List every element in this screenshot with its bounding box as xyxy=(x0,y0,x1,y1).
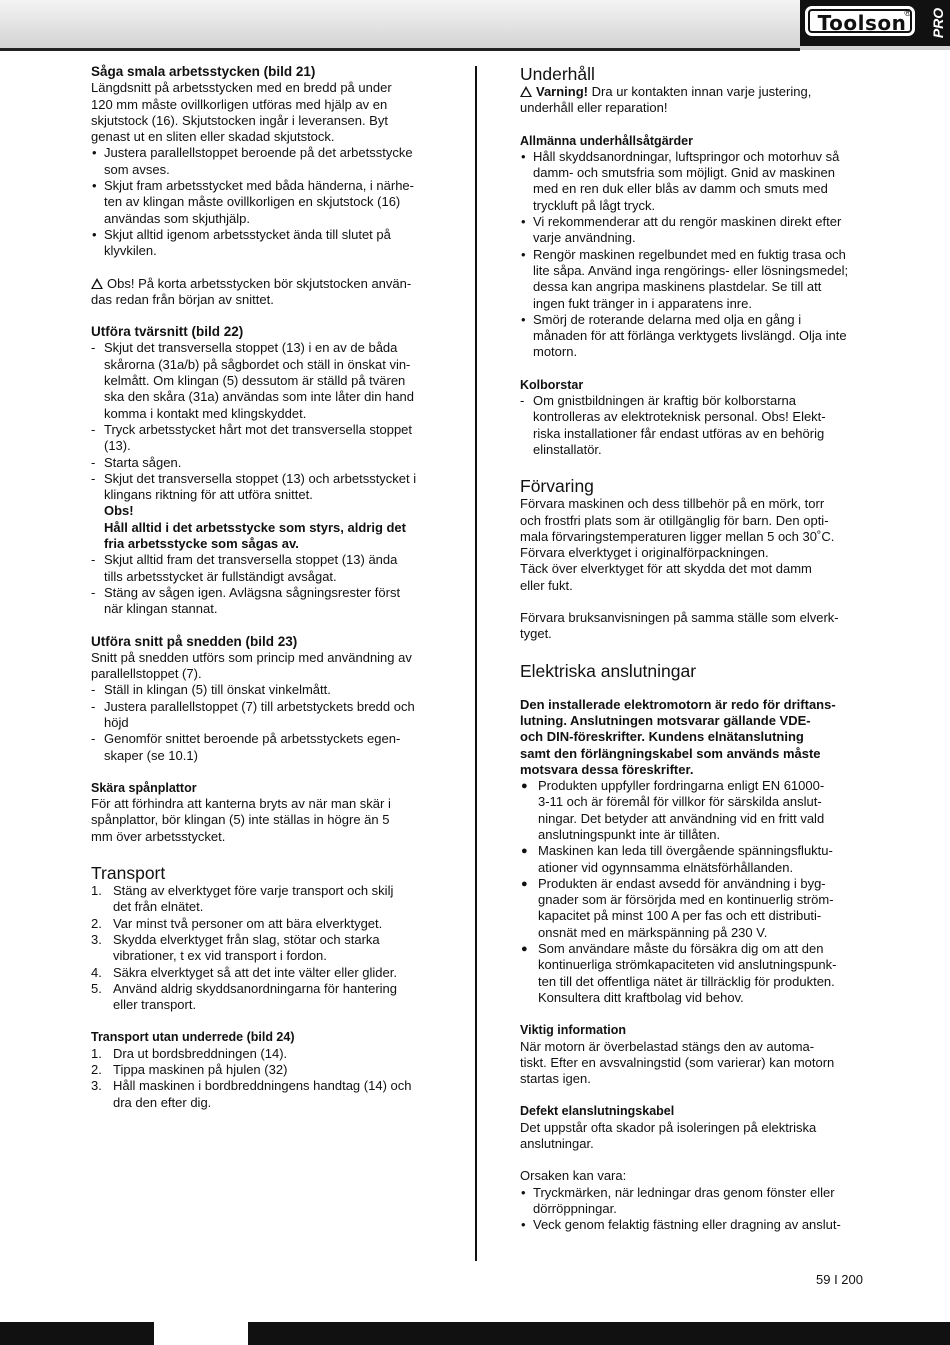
list-item xyxy=(520,214,865,247)
bullet-list xyxy=(520,149,865,361)
text-line: Den installerade elektromotorn är redo för driftans- xyxy=(520,696,836,712)
text-line: ten av klingan måste ovillkorligen en skjutstock (16) xyxy=(104,194,401,210)
list-item xyxy=(520,843,865,876)
list-item xyxy=(520,312,865,361)
text-line: Starta sågen. xyxy=(104,454,182,470)
section-defective-cable xyxy=(520,1103,865,1233)
list-item xyxy=(91,455,436,471)
text-line: tiskt. Efter en avsvalningstid (som varierar) kan motorn xyxy=(520,1054,835,1070)
column-divider xyxy=(475,66,477,1261)
text-line: eller transport. xyxy=(113,997,197,1013)
text-line: ningar. Det betyder att användning vid en fritt vald xyxy=(538,810,825,826)
list-item xyxy=(91,731,436,764)
text-line: höjd xyxy=(104,714,129,730)
text-line: lite såpa. Använd inga rengörings- eller lösningsmedel; xyxy=(533,262,849,278)
text-line: anslutningspunkt inte är tillåten. xyxy=(538,826,721,842)
section-heading: Allmänna underhållsåtgärder xyxy=(520,133,693,148)
text-line: Justera parallellstoppet beroende på det arbetsstycke xyxy=(104,145,413,161)
list-item xyxy=(91,1062,436,1078)
text-line: Håll alltid i det arbetsstycke som styrs, aldrig det xyxy=(104,519,406,535)
list-item xyxy=(91,883,436,916)
item-number: 3. xyxy=(91,1078,102,1094)
warning-note xyxy=(91,276,436,309)
text-line: Maskinen kan leda till övergående spänningsfluktu- xyxy=(538,843,833,859)
text-line: Skjut alltid fram det transversella stoppet (13) ända xyxy=(104,552,398,568)
list-item xyxy=(91,699,436,732)
list-item xyxy=(91,145,436,178)
section-title: Underhåll xyxy=(520,64,595,84)
text-line: användas som skjuthjälp. xyxy=(104,210,250,226)
section-heading: Utföra tvärsnitt (bild 22) xyxy=(91,324,244,340)
text-line: 3-11 och är föremål för villkor för särskilda anslut- xyxy=(538,794,822,810)
text-line: Skjut det transversella stoppet (13) och arbetsstycket i xyxy=(104,470,417,486)
item-number: 1. xyxy=(91,883,102,899)
paragraph xyxy=(520,1120,865,1153)
text-line: Tippa maskinen på hjulen (32) xyxy=(113,1062,288,1078)
text-line: Säkra elverktyget så att det inte välter eller glider. xyxy=(113,964,397,980)
list-item xyxy=(91,916,436,932)
text-line: kontrolleras av elektroteknisk personal. Obs! Elekt- xyxy=(533,409,826,425)
text-line: Veck genom felaktig fästning eller dragning av anslut- xyxy=(533,1217,841,1233)
dash-list xyxy=(91,340,436,617)
brand-name: Toolson xyxy=(817,11,907,35)
text-line: klyvkilen. xyxy=(104,243,157,259)
text-line: tryckluft på lågt tryck. xyxy=(533,197,656,213)
text-line: Produkten uppfyller fordringarna enligt EN 61000- xyxy=(538,778,825,794)
text-line: Använd aldrig skyddsanordningarna för hantering xyxy=(113,980,398,996)
text-line: vibrationer, t ex vid transport i fordon. xyxy=(113,948,327,964)
text-line: (13). xyxy=(104,438,131,454)
section-maintenance xyxy=(520,64,865,117)
text-line: För att förhindra att kanterna bryts av när man skär i xyxy=(91,796,391,812)
section-heading: Viktig information xyxy=(520,1023,627,1038)
text-line: Längdsnitt på arbetsstycken med en bredd på under xyxy=(91,80,392,96)
dash-list xyxy=(520,393,865,458)
list-item xyxy=(520,778,865,843)
text-line: parallellstoppet (7). xyxy=(91,666,202,682)
text-line: underhåll eller reparation! xyxy=(520,100,668,116)
text-line: spånplattor, bör klingan (5) inte ställas in högre än 5 xyxy=(91,812,390,828)
right-column xyxy=(520,64,865,1234)
section-important-info xyxy=(520,1022,865,1087)
section-heading: Utföra snitt på snedden (bild 23) xyxy=(91,633,298,649)
text-line: det från elnätet. xyxy=(113,899,204,915)
text-line: varje användning. xyxy=(533,230,636,246)
text-line: eller fukt. xyxy=(520,577,573,593)
item-number: 3. xyxy=(91,931,102,947)
section-title: Transport xyxy=(91,863,166,884)
section-heading: Transport utan underrede (bild 24) xyxy=(91,1030,295,1045)
list-item xyxy=(91,682,436,698)
text-line: ingen fukt tränger in i apparatens inre. xyxy=(533,295,752,311)
text-line: ska den skåra (31a) användas som inte låter din hand xyxy=(104,389,415,405)
text-line: Stäng av elverktyget före varje transport och skilj xyxy=(113,883,394,899)
text-line: Förvara bruksanvisningen på samma ställe som elverk- xyxy=(520,610,839,626)
text-line: Genomför snittet beroende på arbetsstyckets egen- xyxy=(104,731,401,747)
section-general-maintenance xyxy=(520,133,865,361)
section-narrow-workpieces xyxy=(91,64,436,308)
list-item xyxy=(91,981,436,1014)
text-line: när klingan stannat. xyxy=(104,601,218,617)
text-line: ationer vid ogynnsamma elnätsförhållanden. xyxy=(538,859,794,875)
numbered-list xyxy=(91,1046,436,1111)
text-line: Täck över elverktyget för att skydda det mot damm xyxy=(520,561,812,577)
text-line: Förvara maskinen och dess tillbehör på en mörk, torr xyxy=(520,496,825,512)
text-line: Ställ in klingan (5) till önskat vinkelmått. xyxy=(104,682,331,698)
text-line: kontinuerliga strömkapaciteten vid anslutningspunk- xyxy=(538,957,837,973)
registered-mark: ® xyxy=(904,8,911,18)
text-line: lutning. Anslutningen motsvarar gällande VDE- xyxy=(520,712,811,728)
pro-badge xyxy=(926,0,950,46)
text-line: och DIN-föreskrifter. Kundens elnätanslutning xyxy=(520,729,804,745)
paragraph xyxy=(91,796,436,845)
text-line: och frostfri plats som är otillgänglig för barn. Den opti- xyxy=(520,512,829,528)
dash-list xyxy=(91,682,436,763)
bullet-list xyxy=(91,145,436,259)
item-number: 2. xyxy=(91,915,102,931)
text-line: samt den förlängningskabel som används måste xyxy=(520,745,821,761)
text-line: skjutstock (16). Skjutstocken ingår i leveransen. Byt xyxy=(91,112,388,128)
bullet-list xyxy=(520,778,865,1006)
warning-label: Varning! xyxy=(536,84,589,99)
text-line: Obs! På korta arbetsstycken bör skjutstocken använ- xyxy=(107,275,412,291)
text-line: elinstallatör. xyxy=(533,441,602,457)
list-item xyxy=(91,178,436,227)
text-line: Om gnistbildningen är kraftig bör kolborstarna xyxy=(533,393,797,409)
text-line: damm- och smutsfria som möjligt. Gnid av maskinen xyxy=(533,165,835,181)
text-line: dessa kan angripa maskinens plastdelar. Se till att xyxy=(533,279,822,295)
text-line: Rengör maskinen regelbundet med en fuktig trasa och xyxy=(533,246,846,262)
list-item xyxy=(520,149,865,214)
page-number: 59 I 200 xyxy=(816,1272,863,1287)
warning-note xyxy=(520,84,865,117)
bold-paragraph xyxy=(520,697,865,778)
text-line: Produkten är endast avsedd för användning i byg- xyxy=(538,875,826,891)
list-item xyxy=(91,422,436,455)
paragraph xyxy=(91,80,436,145)
text-line: skårorna (31a/b) på sågbordet och ställ in önskat vin- xyxy=(104,356,411,372)
paragraph xyxy=(520,610,865,643)
bullet-list xyxy=(520,1185,865,1234)
warning-icon xyxy=(91,278,103,289)
section-transport-no-stand xyxy=(91,1029,436,1110)
text-line: När motorn är överbelastad stängs den av automa- xyxy=(520,1038,815,1054)
text-line: tyget. xyxy=(520,626,552,642)
text-line: Håll skyddsanordningar, luftspringor och motorhuv så xyxy=(533,148,840,164)
section-title: Elektriska anslutningar xyxy=(520,660,697,681)
list-item xyxy=(91,227,436,260)
text-line: das redan från början av snittet. xyxy=(91,291,274,307)
text-line: Håll maskinen i bordbreddningens handtag (14) och xyxy=(113,1078,412,1094)
warning-icon xyxy=(520,86,532,97)
list-item xyxy=(91,552,436,585)
header-rule xyxy=(0,48,800,51)
list-item xyxy=(91,932,436,965)
text-line: riska installationer får endast utföras av en behörig xyxy=(533,425,825,441)
paragraph xyxy=(520,1039,865,1088)
text-line: Det uppstår ofta skador på isoleringen på elektriska xyxy=(520,1119,817,1135)
text-line: med en ren duk eller blås av damm och smuts med xyxy=(533,181,828,197)
section-cross-cut xyxy=(91,324,436,617)
text-line: Skjut alltid igenom arbetsstycket ända till slutet på xyxy=(104,226,391,242)
item-number: 2. xyxy=(91,1062,102,1078)
text-line: tills arbetsstycket är fullständigt avsågat. xyxy=(104,568,337,584)
text-line: ten till det offentliga nätet är tillräcklig för produkten. xyxy=(538,973,835,989)
left-column xyxy=(91,64,436,1111)
text-line: Justera parallellstoppet (7) till arbetstyckets bredd och xyxy=(104,698,415,714)
section-heading: Såga smala arbetsstycken (bild 21) xyxy=(91,64,316,79)
section-heading: Defekt elanslutningskabel xyxy=(520,1104,675,1119)
footer-bar-left xyxy=(0,1322,154,1345)
text-line: kapacitet på minst 100 A per fas och ett distributi- xyxy=(538,908,822,924)
item-number: 1. xyxy=(91,1045,102,1061)
obs-label: Obs! xyxy=(104,503,134,519)
list-item xyxy=(520,1185,865,1218)
list-item xyxy=(91,340,436,421)
text-line: klingans riktning för att utföra snittet. xyxy=(104,487,313,503)
text-line: startas igen. xyxy=(520,1071,591,1087)
text-line: Var minst två personer om att bära elverktyget. xyxy=(113,915,383,931)
text-line: Skjut fram arbetsstycket med båda händerna, i närhe- xyxy=(104,178,414,194)
text-line: Vi rekommenderar att du rengör maskinen direkt efter xyxy=(533,214,842,230)
pro-badge-text: PRO xyxy=(930,7,946,39)
section-carbon-brushes xyxy=(520,377,865,458)
section-storage xyxy=(520,476,865,642)
text-line: Smörj de roterande delarna med olja en gång i xyxy=(533,311,802,327)
footer-bar-right xyxy=(248,1322,950,1345)
text-line: Stäng av sågen igen. Avlägsna sågningsrester först xyxy=(104,584,401,600)
text-line: motorn. xyxy=(533,344,578,360)
list-item xyxy=(520,941,865,1006)
section-bevel-cut xyxy=(91,634,436,764)
paragraph xyxy=(91,650,436,683)
text-line: anslutningar. xyxy=(520,1136,594,1152)
text-line: dörröppningar. xyxy=(533,1200,617,1216)
text-line: gnader som är försörjda med en kontinuerlig ström- xyxy=(538,892,834,908)
text-line: Som användare måste du försäkra dig om att den xyxy=(538,941,824,957)
section-electrical xyxy=(520,661,865,1007)
text-line: kelmått. Om klingan (5) dessutom är ställd på tvären xyxy=(104,373,406,389)
text-line: Dra ur kontakten innan varje justering, xyxy=(591,84,812,99)
text-line: månaden för att förlänga verktygets livslängd. Olja inte xyxy=(533,328,847,344)
text-line: komma i kontakt med klingskyddet. xyxy=(104,405,307,421)
list-item xyxy=(91,471,436,552)
text-line: 120 mm måste ovillkorligen utföras med hjälp av en xyxy=(91,96,388,112)
section-title: Förvaring xyxy=(520,476,594,497)
item-number: 4. xyxy=(91,964,102,980)
section-heading: Skära spånplattor xyxy=(91,780,197,795)
list-item xyxy=(520,1217,865,1233)
text-line: dra den efter dig. xyxy=(113,1094,212,1110)
list-item xyxy=(91,1046,436,1062)
text-line: Skjut det transversella stoppet (13) i en av de båda xyxy=(104,340,398,356)
list-item xyxy=(520,876,865,941)
text-line: mm över arbetsstycket. xyxy=(91,828,226,844)
section-heading: Kolborstar xyxy=(520,377,584,392)
text-line: Dra ut bordsbreddningen (14). xyxy=(113,1045,288,1061)
text-line: mala förvaringstemperaturen ligger mellan 5 och 30˚C. xyxy=(520,528,835,544)
text-line: Tryckmärken, när ledningar dras genom fönster eller xyxy=(533,1184,835,1200)
list-item xyxy=(520,393,865,458)
text-line: genast ut en sliten eller skadad skjutstock. xyxy=(91,129,335,145)
list-item xyxy=(91,965,436,981)
text-line: Snitt på snedden utförs som princip med användning av xyxy=(91,649,412,665)
item-number: 5. xyxy=(91,980,102,996)
brand-logo xyxy=(800,0,926,46)
paragraph: Orsaken kan vara: xyxy=(520,1168,627,1184)
text-line: onsnät med en märkspänning på 230 V. xyxy=(538,924,768,940)
numbered-list xyxy=(91,883,436,1013)
section-chipboard xyxy=(91,780,436,845)
text-line: Skydda elverktyget från slag, stötar och starka xyxy=(113,931,380,947)
text-line: Förvara elverktyget i originalförpackningen. xyxy=(520,545,769,561)
text-line: fria arbetsstycke som sågas av. xyxy=(104,536,299,552)
list-item xyxy=(520,247,865,312)
text-line: som avses. xyxy=(104,161,170,177)
list-item xyxy=(91,585,436,618)
section-transport xyxy=(91,863,436,1013)
paragraph xyxy=(520,496,865,594)
text-line: Konsultera ditt kraftbolag vid behov. xyxy=(538,989,744,1005)
text-line: motsvara dessa föreskrifter. xyxy=(520,761,694,777)
text-line: skaper (se 10.1) xyxy=(104,747,198,763)
list-item xyxy=(91,1078,436,1111)
text-line: Tryck arbetsstycket hårt mot det transversella stoppet xyxy=(104,421,413,437)
